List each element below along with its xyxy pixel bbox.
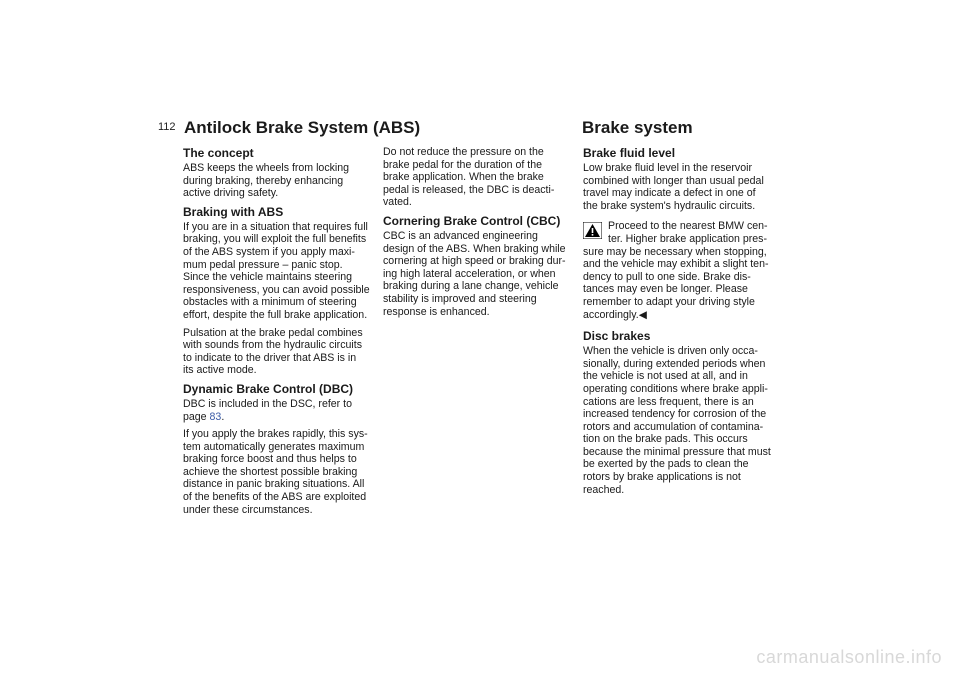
page-number: 112: [158, 121, 176, 133]
right-page-title: Brake system: [582, 118, 693, 137]
dbc-text-after-link: .: [221, 410, 225, 423]
dbc-text-2: If you apply the brakes rapidly, this sys- tem automatically generates maximum braking force boost and thus helps to achieve the shortest possible braking distance in panic braking situations. All of the benefits of the ABS are exploited under these circumstances.: [183, 428, 368, 516]
section-disc-brakes: [583, 329, 781, 496]
heading-braking-with-abs: Braking with ABS: [183, 204, 284, 219]
heading-dbc: Dynamic Brake Control (DBC): [183, 381, 354, 396]
column-2: [383, 146, 581, 323]
braking-text-1: If you are in a situation that requires full braking, you will exploit the full benefits of the ABS system if you apply maxi- mum pedal pressure – panic stop. Since the vehicle maintains steering responsiveness, you can avoid possible obstacles with a minimum of steering effort, despite the full brake application.: [183, 220, 370, 321]
section-dbc-continued: [383, 146, 581, 209]
heading-the-concept: The concept: [183, 146, 254, 160]
warning-note: [583, 220, 781, 321]
fluid-text: Low brake fluid level in the reservoir combined with longer than usual pedal travel may indicate a defect in one of the brake system's hydraulic circuits.: [583, 162, 764, 212]
dbc-continued-text: Do not reduce the pressure on the brake pedal for the duration of the brake application. When the brake pedal is released, the DBC is deacti- vated.: [383, 146, 555, 209]
heading-disc-brakes: Disc brakes: [583, 329, 651, 344]
disc-text: When the vehicle is driven only occa- sionally, during extended periods when the vehicle is not used at all, and in operating conditions where brake appli- cations are less frequent, there is an increased tendency for corrosion of the rotors and accumulation of contamina- tion on the brake pads. This occurs because the minimal pressure that must be exerted by the pads to clean the rotors by brake applications is not reached.: [583, 345, 771, 496]
cbc-text: CBC is an advanced engineering design of the ABS. When braking while cornering at high speed or braking dur- ing high lateral acceleration, or when braking during a lane change, vehicle stability is improved and steering response is enhanced.: [383, 229, 566, 318]
dbc-text-1: [183, 398, 381, 423]
concept-text: ABS keeps the wheels from locking during braking, thereby enhancing active driving safety.: [183, 162, 350, 200]
dbc-text-before-link: DBC is included in the DSC, refer to page: [183, 397, 352, 423]
section-concept: [183, 146, 381, 200]
braking-text-2: Pulsation at the brake pedal combines with sounds from the hydraulic circuits to indicate to the driver that ABS is in its active mode.: [183, 326, 363, 377]
page-83-link[interactable]: 83: [209, 410, 222, 423]
column-3: [583, 146, 781, 501]
section-cbc: [383, 214, 581, 318]
section-brake-fluid-level: [583, 146, 781, 212]
warning-text: Proceed to the nearest BMW cen- ter. Higher brake application pres- sure may be necessary when stopping, and the vehicle may exhibit a slight ten- dency to pull to one side. Brake dis- tances may even be longer. Please remember to adapt your driving style accordingly.◀: [583, 220, 769, 321]
heading-brake-fluid-level: Brake fluid level: [583, 146, 676, 160]
watermark: carmanualsonline.info: [756, 647, 942, 667]
left-page-title: Antilock Brake System (ABS): [184, 118, 421, 137]
heading-cbc: Cornering Brake Control (CBC): [383, 213, 561, 228]
warning-triangle-icon: [583, 222, 602, 239]
column-1: [183, 146, 381, 521]
section-braking-with-abs: [183, 205, 381, 377]
section-dbc: [183, 382, 381, 516]
